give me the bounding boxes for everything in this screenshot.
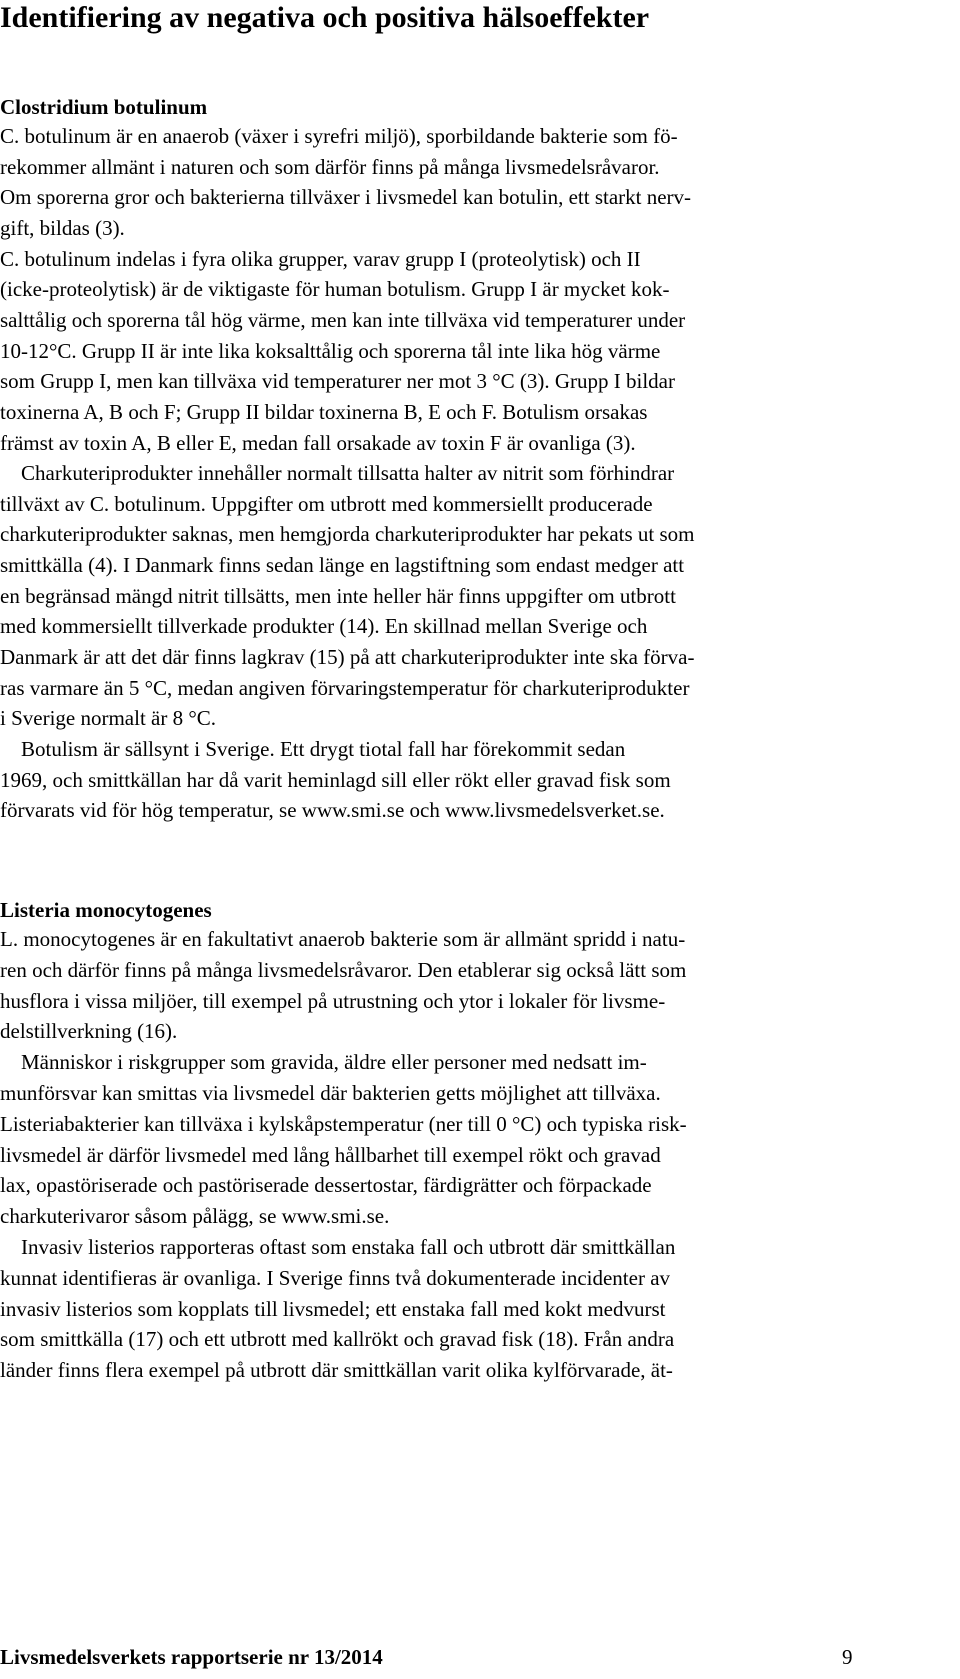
section-heading-listeria: Listeria monocytogenes	[0, 898, 212, 922]
text-line: husflora i vissa miljöer, till exempel på utrustning och ytor i lokaler för livsme-	[0, 988, 666, 1013]
text-line: med kommersiellt tillverkade produkter (14). En skillnad mellan Sverige och	[0, 614, 648, 639]
text-line: tillväxt av C. botulinum. Uppgifter om utbrott med kommersiellt producerade	[0, 491, 653, 516]
text-line: L. monocytogenes är en fakultativt anaerob bakterie som är allmänt spridd i natu-	[0, 927, 686, 951]
text-line: invasiv listerios som kopplats till livsmedel; ett enstaka fall med kokt medvurst	[0, 1296, 666, 1321]
text-line: som Grupp I, men kan tillväxa vid temperaturer ner mot 3 °C (3). Grupp I bildar	[0, 369, 675, 394]
text-line: 1969, och smittkällan har då varit heminlagd sill eller rökt eller gravad fisk som	[0, 767, 671, 792]
text-line: toxinerna A, B och F; Grupp II bildar toxinerna B, E och F. Botulism orsakas	[0, 399, 648, 424]
text-line: charkuteriprodukter saknas, men hemgjorda charkuteriprodukter har pekats ut som	[0, 522, 695, 547]
text-line: C. botulinum är en anaerob (växer i syrefri miljö), sporbildande bakterie som fö-	[0, 124, 678, 148]
text-line: en begränsad mängd nitrit tillsätts, men inte heller här finns uppgifter om utbrott	[0, 583, 676, 608]
text-line: delstillverkning (16).	[0, 1019, 178, 1044]
text-line: kunnat identifieras är ovanliga. I Sverige finns två dokumenterade incidenter av	[0, 1265, 671, 1290]
text-line: Botulism är sällsynt i Sverige. Ett drygt tiotal fall har förekommit sedan	[0, 737, 626, 761]
text-line: Om sporerna gror och bakterierna tillväxer i livsmedel kan botulin, ett starkt nerv-	[0, 185, 692, 210]
text-line: gift, bildas (3).	[0, 215, 125, 240]
section-heading-clostridium: Clostridium botulinum	[0, 95, 208, 119]
text-line: ren och därför finns på många livsmedelsråvaror. Den etablerar sig också lätt som	[0, 957, 687, 982]
text-line: Listeriabakterier kan tillväxa i kylskåpstemperatur (ner till 0 °C) och typiska risk-	[0, 1111, 687, 1136]
text-line: 10-12°C. Grupp II är inte lika koksalttålig och sporerna tål inte lika hög värme	[0, 338, 661, 363]
text-line: ras varmare än 5 °C, medan angiven förvaringstemperatur för charkuteriprodukter	[0, 675, 690, 700]
text-line: rekommer allmänt i naturen och som därför finns på många livsmedelsråvaror.	[0, 154, 660, 179]
text-line: länder finns flera exempel på utbrott där smittkällan varit olika kylförvarade, ät-	[0, 1358, 673, 1383]
text-line: munförsvar kan smittas via livsmedel där bakterien getts möjlighet att tillväxa.	[0, 1081, 661, 1105]
text-line: smittkälla (4). I Danmark finns sedan länge en lagstiftning som endast medger att	[0, 553, 685, 578]
text-line: förvarats vid för hög temperatur, se www.smi.se och www.livsmedelsverket.se.	[0, 798, 665, 823]
text-line: livsmedel är därför livsmedel med lång hållbarhet till exempel rökt och gravad	[0, 1142, 661, 1167]
text-line: främst av toxin A, B eller E, medan fall orsakade av toxin F är ovanliga (3).	[0, 430, 636, 455]
text-line: (icke-proteolytisk) är de viktigaste för human botulism. Grupp I är mycket kok-	[0, 277, 670, 302]
footer-series: Livsmedelsverkets rapportserie nr 13/2014	[0, 1645, 383, 1669]
page-number: 9	[842, 1645, 853, 1669]
text-line: Danmark är att det där finns lagkrav (15) på att charkuteriprodukter inte ska förva-	[0, 645, 695, 670]
text-line: Charkuteriprodukter innehåller normalt tillsatta halter av nitrit som förhindrar	[0, 461, 675, 486]
text-line: C. botulinum indelas i fyra olika grupper, varav grupp I (proteolytisk) och II	[0, 246, 641, 271]
text-line: lax, opastöriserade och pastöriserade dessertostar, färdigrätter och förpackade	[0, 1173, 652, 1198]
text-line: som smittkälla (17) och ett utbrott med kallrökt och gravad fisk (18). Från andra	[0, 1327, 675, 1352]
text-line: Invasiv listerios rapporteras oftast som enstaka fall och utbrott där smittkällan	[0, 1235, 676, 1259]
text-line: Människor i riskgrupper som gravida, äldre eller personer med nedsatt im-	[0, 1050, 647, 1075]
text-line: salttålig och sporerna tål hög värme, men kan inte tillväxa vid temperaturer under	[0, 307, 686, 332]
page-title: Identifiering av negativa och positiva hälsoeffekter	[0, 1, 650, 34]
text-line: charkuterivaror såsom pålägg, se www.smi.se.	[0, 1204, 390, 1229]
text-line: i Sverige normalt är 8 °C.	[0, 706, 217, 731]
